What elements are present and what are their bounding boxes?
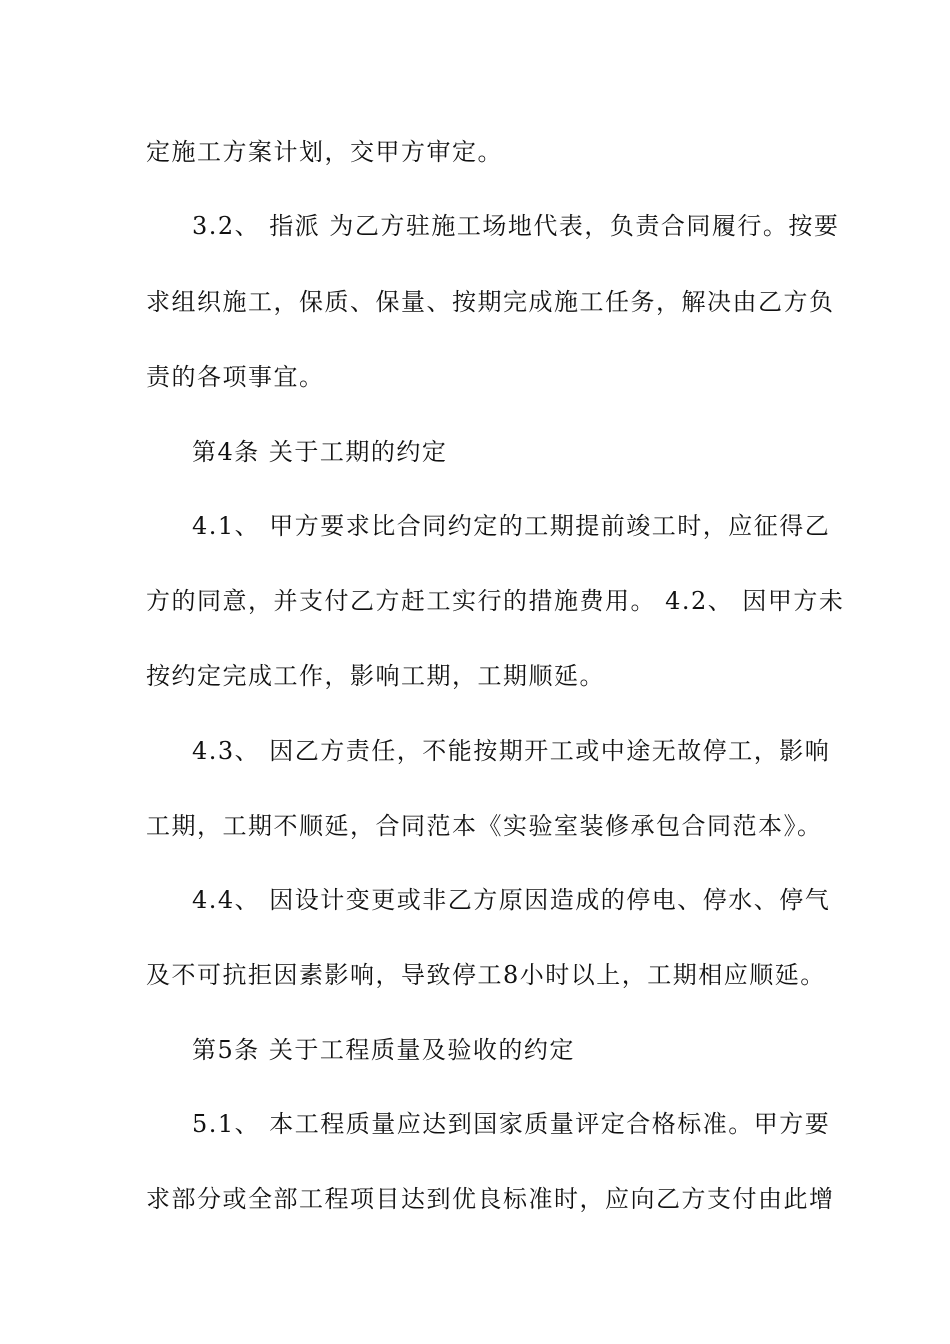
text-line-4: 责的各项事宜。	[146, 363, 325, 391]
text-line-12: 及不可抗拒因素影响，导致停工8小时以上，工期相应顺延。	[146, 961, 826, 989]
text-line-11: 4.4、 因设计变更或非乙方原因造成的停电、停水、停气	[192, 886, 831, 914]
section-heading-5: 第5条 关于工程质量及验收的约定	[192, 1036, 575, 1064]
text-line-15: 求部分或全部工程项目达到优良标准时，应向乙方支付由此增	[146, 1185, 835, 1213]
text-line-7: 方的同意，并支付乙方赶工实行的措施费用。 4.2、 因甲方未	[146, 587, 845, 615]
section-heading-4: 第4条 关于工期的约定	[192, 438, 448, 466]
text-line-8: 按约定完成工作，影响工期，工期顺延。	[146, 662, 605, 690]
text-line-9: 4.3、 因乙方责任，不能按期开工或中途无故停工，影响	[192, 737, 831, 765]
text-line-2: 3.2、 指派 为乙方驻施工场地代表，负责合同履行。按要	[192, 212, 840, 240]
text-line-1: 定施工方案计划，交甲方审定。	[146, 138, 503, 166]
text-line-10: 工期，工期不顺延，合同范本《实验室装修承包合同范本》。	[146, 812, 823, 840]
text-line-14: 5.1、 本工程质量应达到国家质量评定合格标准。甲方要	[192, 1110, 831, 1138]
text-line-3: 求组织施工，保质、保量、按期完成施工任务，解决由乙方负	[146, 288, 835, 316]
text-line-6: 4.1、 甲方要求比合同约定的工期提前竣工时，应征得乙	[192, 512, 831, 540]
